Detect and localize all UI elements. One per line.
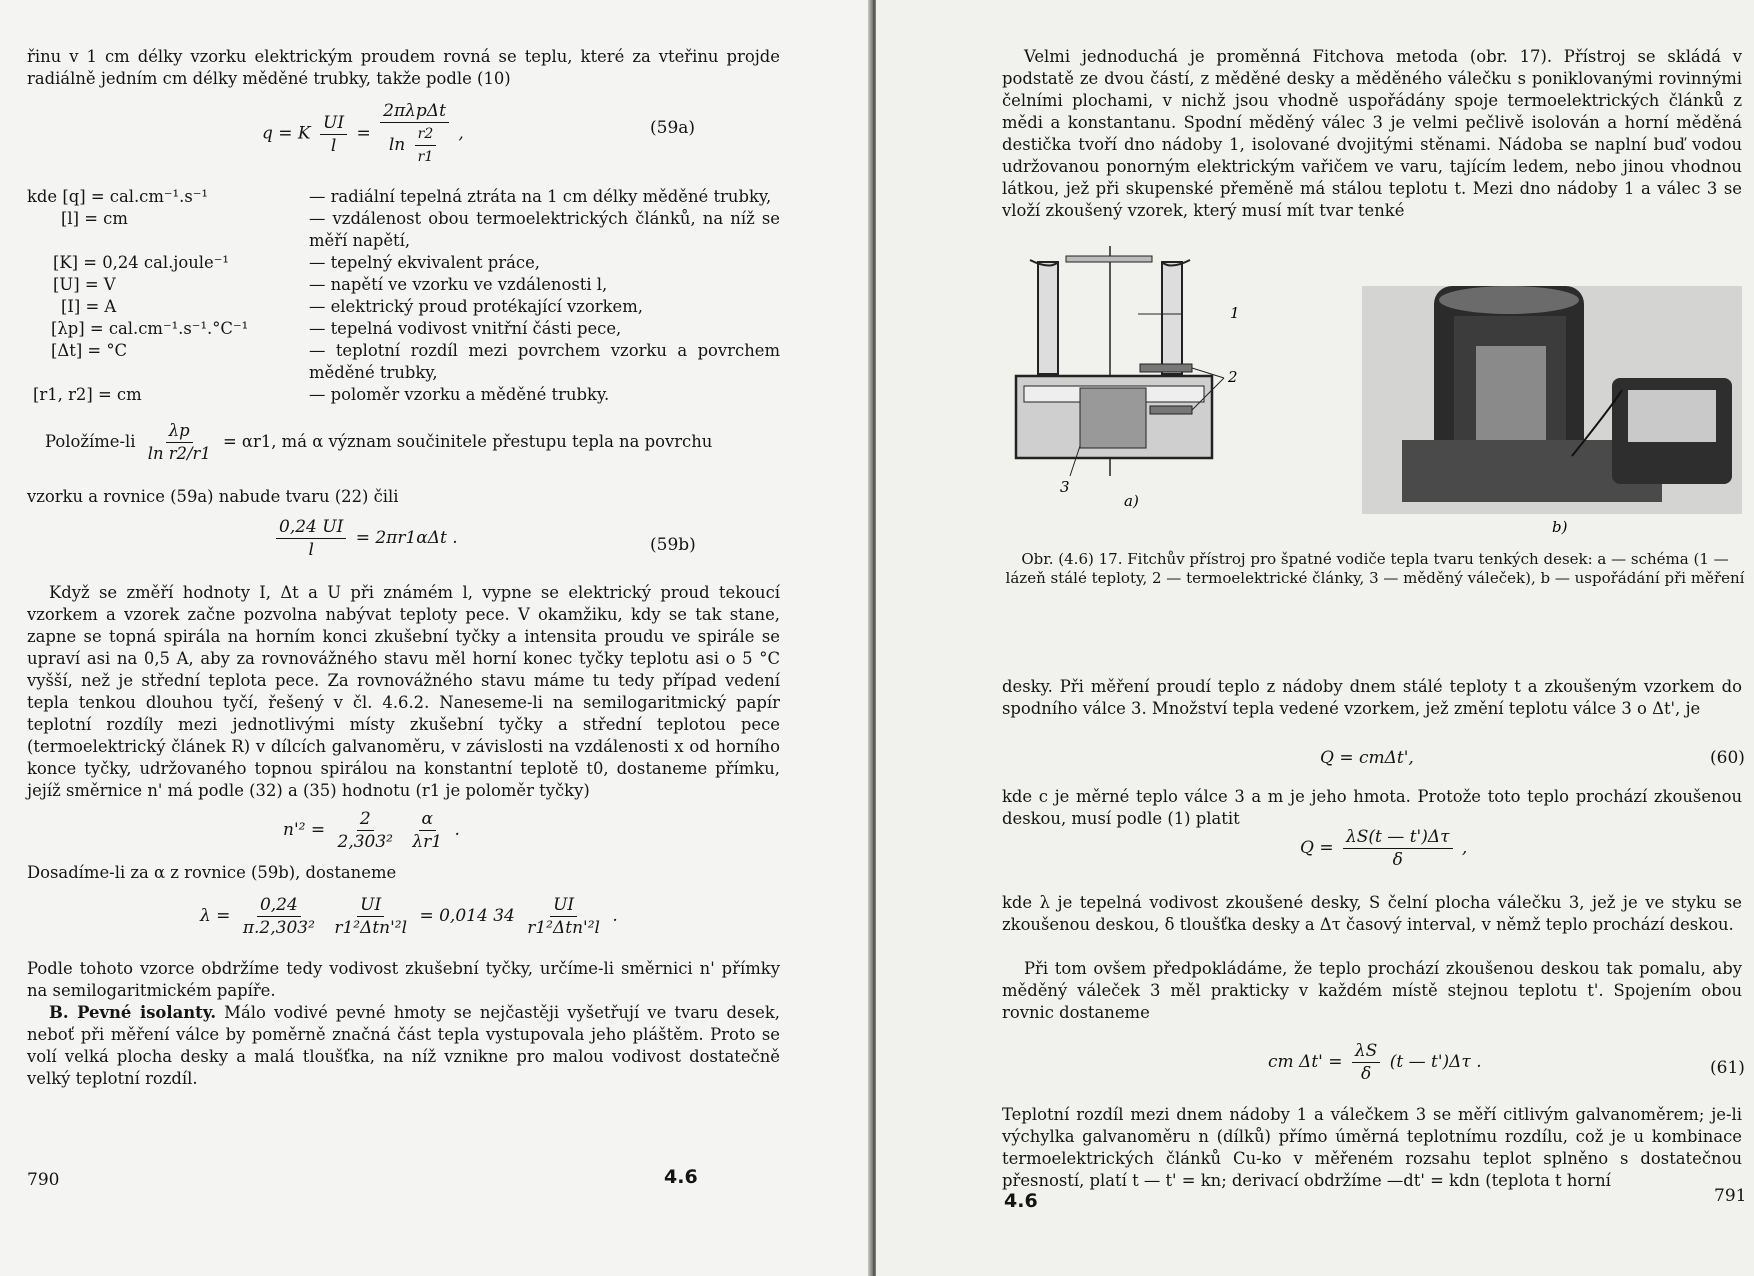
polozime-continuation: vzorku a rovnice (59a) nabude tvaru (22) čili (27, 487, 399, 506)
body-paragraph: kde c je měrné teplo válce 3 a m je jeho hmota. Protože toto teplo prochází zkoušenou deskou, musí podle (1) platit (1002, 787, 1742, 828)
equation-label-59b: (59b) (650, 535, 696, 555)
svg-text:2: 2 (1228, 368, 1238, 386)
body-paragraph: Velmi jednoduchá je proměnná Fitchova metoda (obr. 17). Přístroj se skládá v podstatě ze dvou částí, z měděné desky a měděného válečku s poniklovanými rovinnými čelními plochami, v nichž jsou vhodně uspořádány spoje termoelektrických článků z mědi a konstantanu. Spodní měděný válec 3 je velmi pečlivě isolován a horní měděná destička tvoří dno nádoby 1, isolované dvojitými stěnami. Nádoba se naplní buď vodou udržovanou ponorným elektrickým vařičem ve varu, tajícím ledem, nebo jinou vhodnou látkou, jež při skupenské přeměně má stálou teplotu t. Mezi dno nádoby 1 a válec 3 se vloží zkoušený vzorek, který musí mít tvar tenké (1002, 47, 1742, 220)
equation-lambda: λ = $\frac{0,24}{\text{π.2,303²}}$ $\frac{UI}{\text{r1²Δtn'²l}}$ = 0,014 34 $\frac{UI}{\text{r1²Δtn'²l}}$ . (200, 895, 618, 938)
equation-61: cm Δt' = $\frac{\lambda S}{\delta}$ (t — t')Δτ . (1268, 1041, 1482, 1084)
left-page (0, 0, 870, 1276)
equation-Q: Q = $\frac{\lambda S(t — t')\Delta\tau}{\delta}$ , (1300, 827, 1468, 870)
svg-text:1: 1 (1230, 304, 1240, 322)
figure-caption: Obr. (4.6) 17. Fitchův přístroj pro špatné vodiče tepla tvaru tenkých desek: a — schéma (1 — lázeň stálé teploty, 2 — termoelektrické články, 3 — měděný váleček), b — uspořádání při měření (1005, 550, 1745, 587)
body-paragraph: kde λ je tepelná vodivost zkoušené desky, S čelní plocha válečku 3, jež je ve styku se zkoušenou deskou, δ tloušťka desky a Δτ časový interval, v němž teplo prochází deskou. (1002, 893, 1742, 934)
definition-row: [K] = 0,24 cal.joule⁻¹ — tepelný ekvivalent práce, (53, 253, 540, 272)
figure-label-2 (1227, 368, 1238, 386)
definition-row: [l] = cm — vzdálenost obou termoelektrických článků, na níž se měří napětí, (61, 209, 780, 250)
svg-text:b): b) (1552, 518, 1568, 536)
dosadime-line: Dosadíme-li za α z rovnice (59b), dostaneme (27, 863, 397, 882)
section-number: 4.6 (664, 1166, 698, 1188)
svg-text:a): a) (1124, 492, 1139, 510)
polozime-line: Položíme-li $\frac{\lambda p}{\text{ln r2/r1}}$ = αr1, má α význam součinitele přestupu tepla na povrchu (45, 421, 713, 463)
page-number: 790 (27, 1170, 60, 1190)
definition-row: [U] = V — napětí ve vzorku ve vzdálenosti l, (53, 275, 608, 294)
figure-label-1 (1230, 304, 1240, 322)
figure-photo-b (1362, 286, 1742, 536)
body-paragraph: B. Pevné isolanty. Málo vodivé pevné hmoty se nejčastěji vyšetřují ve tvaru desek, neboť při měření válce by poměrně značná část tepla vystupovala jeho pláštěm. Proto se volí velká plocha desky a malá tloušťka, na níž vznikne pro malou vodivost dostatečně velký teplotní rozdíl. (27, 1003, 780, 1088)
body-paragraph: Teplotní rozdíl mezi dnem nádoby 1 a válečkem 3 se měří citlivým galvanoměrem; je-li výchylka galvanoměru n (dílků) přímo úměrná teplotnímu rozdílu, což je u kombinace termoelektrických článků Cu-ko v měřeném rozsahu teplot splněno s dostatečnou přesností, platí t — t' = kn; derivací obdržíme —dt' = kdn (teplota t horní (1002, 1105, 1742, 1190)
figure-schematic-a (1010, 246, 1280, 526)
definition-row: [I] = A — elektrický proud protékající vzorkem, (61, 297, 643, 316)
page-number: 791 (1714, 1186, 1747, 1206)
equation-59b: $\frac{0,24 UI}{l}$ = 2πr1αΔt . (272, 516, 458, 561)
definition-row: [Δt] = °C — teplotní rozdíl mezi povrchem vzorku a povrchem měděné trubky, (51, 341, 780, 382)
equation-60: Q = cmΔt', (1320, 748, 1414, 768)
equation-label-60: (60) (1710, 748, 1745, 768)
equation-label-61: (61) (1710, 1058, 1745, 1078)
definition-row: [r1, r2] = cm — poloměr vzorku a měděné trubky. (33, 385, 610, 404)
figure-label-3 (1060, 478, 1070, 496)
body-paragraph: Když se změří hodnoty I, Δt a U při známém l, vypne se elektrický proud tekoucí vzorkem a vzorek začne pozvolna nabývat teploty pece. V okamžiku, kdy se tak stane, zapne se topná spirála na horním konci zkušební tyčky a intensita proudu ve spirále se upraví asi na 0,5 A, aby za rovnovážného stavu měl horní konec tyčky teplotu asi o 5 °C vyšší, než je střední teplota pece. Za rovnovážného stavu máme tu tedy případ vedení tepla tenkou dlouhou tyčí, řešený v čl. 4.6.2. Naneseme-li na semilogaritmický papír teplotní rozdíly mezi jednotlivými místy zkušební tyčky a střední teplotou pece (termoelektrický článek R) v dílcích galvanoměru, v závislosti na vzdálenosti x od horního konce tyčky, udržovaného topnou spirálou na konstantní teplotě t0, dostaneme přímku, jejíž směrnice n' má podle (32) a (35) hodnotu (r1 je poloměr tyčky) (27, 583, 780, 800)
figure-label-b (1552, 518, 1568, 536)
svg-text:3: 3 (1060, 478, 1070, 496)
body-paragraph: Při tom ovšem předpokládáme, že teplo prochází zkoušenou deskou tak pomalu, aby měděný váleček 3 měl prakticky v každém místě stejnou teplotu t'. Spojením obou rovnic dostaneme (1002, 959, 1742, 1022)
figure-label-a (1124, 492, 1139, 510)
definition-row: kde [q] = cal.cm⁻¹.s⁻¹ — radiální tepelná ztráta na 1 cm délky měděné trubky, (27, 187, 772, 206)
intro-paragraph: řinu v 1 cm délky vzorku elektrickým proudem rovná se teplu, které za vteřinu projde radiálně jedním cm délky měděné trubky, takže podle (10) (27, 47, 780, 88)
section-number: 4.6 (1004, 1190, 1038, 1212)
equation-label-59a: (59a) (650, 118, 696, 138)
equation-59a: q = K $\frac{UI}{l}$ = 2πλpΔt ln $\frac{r2}{r1}$ , (262, 101, 464, 165)
definition-row: [λp] = cal.cm⁻¹.s⁻¹.°C⁻¹ — tepelná vodivost vnitřní části pece, (51, 319, 622, 338)
body-paragraph: Podle tohoto vzorce obdržíme tedy vodivost zkušební tyčky, určíme-li směrnici n' přímky na semilogaritmickém papíře. (27, 959, 780, 1000)
body-paragraph: desky. Při měření proudí teplo z nádoby dnem stálé teploty t a zkoušeným vzorkem do spodního válce 3. Množství tepla vedené vzorkem, jež změní teplotu válce 3 o Δt', je (1002, 677, 1742, 718)
equation-n: n'² = $\frac{2}{\text{2,303²}}$ $\frac{\alpha}{\lambda r1}$ . (283, 809, 460, 852)
